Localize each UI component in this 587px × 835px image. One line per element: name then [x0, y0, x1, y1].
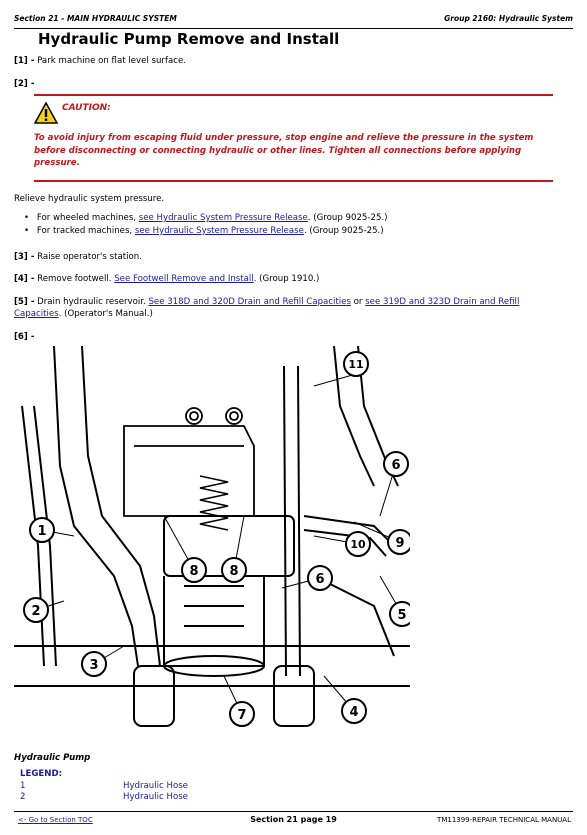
step-5: [14, 296, 567, 320]
callout-8-right: [222, 558, 246, 582]
callout-5: [390, 602, 410, 626]
section-toc-link[interactable]: <- Go to Section TOC: [18, 816, 93, 824]
step-1: [14, 55, 567, 67]
svg-text:10: 10: [350, 538, 366, 551]
legend-title: LEGEND:: [20, 769, 63, 779]
svg-text:6: 6: [315, 572, 325, 587]
step-after: . (Operator's Manual.): [58, 309, 153, 319]
step-after: . (Group 1910.): [253, 274, 320, 284]
legend-number: 2: [20, 792, 26, 802]
callout-1: [30, 518, 54, 542]
caution-label: CAUTION:: [62, 103, 111, 113]
step-or: or: [353, 297, 363, 307]
callout-4: [342, 699, 366, 723]
step-3: [14, 251, 567, 263]
callout-6-lower: [308, 566, 332, 590]
svg-text:2: 2: [31, 604, 41, 619]
bullet-text: For tracked machines,: [36, 226, 133, 236]
footwell-link[interactable]: See Footwell Remove and Install: [114, 274, 254, 284]
callout-3: [82, 652, 106, 676]
svg-text:8: 8: [229, 564, 239, 579]
svg-text:6: 6: [391, 458, 401, 473]
legend: [20, 769, 188, 804]
group-label: Group 2160: Hydraulic System: [444, 14, 573, 23]
callout-8-left: [182, 558, 206, 582]
caution-box: [34, 94, 553, 182]
legend-description: Hydraulic Hose: [123, 792, 188, 802]
callout-2: [24, 598, 48, 622]
pressure-release-link-wheeled[interactable]: see Hydraulic System Pressure Release: [138, 213, 308, 223]
callout-6-upper: [384, 452, 408, 476]
step-number: [1] -: [14, 56, 35, 66]
page-footer: [14, 811, 573, 826]
callout-11: [344, 352, 368, 376]
step-number: [5] -: [14, 297, 35, 307]
callout-9: [388, 530, 410, 554]
bullet-wheeled: [24, 212, 567, 225]
pressure-release-link-tracked[interactable]: see Hydraulic System Pressure Release: [134, 226, 304, 236]
legend-row: [20, 780, 188, 793]
step-text: Raise operator's station.: [37, 252, 142, 262]
drain-capacities-link-319d-cont[interactable]: Capacities: [14, 309, 59, 319]
svg-text:4: 4: [349, 705, 359, 720]
step-text: Remove footwell.: [37, 274, 112, 284]
step-number: [3] -: [14, 252, 35, 262]
step-number: [2] -: [14, 79, 35, 89]
svg-text:11: 11: [348, 358, 364, 371]
callout-10: [346, 532, 370, 556]
bullet-after: . (Group 9025-25.): [307, 213, 388, 223]
bullet-tracked: [24, 225, 567, 238]
svg-text:8: 8: [189, 564, 199, 579]
callout-7: [230, 702, 254, 726]
svg-text:9: 9: [395, 536, 405, 551]
drain-capacities-link-318d[interactable]: See 318D and 320D Drain and Refill Capacities: [148, 297, 351, 307]
bullet-text: For wheeled machines,: [36, 213, 137, 223]
bullet-after: . (Group 9025-25.): [303, 226, 384, 236]
drain-capacities-link-319d[interactable]: see 319D and 323D Drain and Refill: [365, 297, 520, 307]
svg-text:3: 3: [89, 658, 99, 673]
figure-caption: Hydraulic Pump: [14, 753, 91, 763]
hydraulic-pump-figure: [14, 346, 410, 742]
legend-row: [20, 792, 188, 804]
bullet-list: [24, 212, 567, 238]
caution-line: before disconnecting or connecting hydraulic or other lines. Tighten all connections before applying: [34, 145, 522, 156]
step-text: Park machine on flat level surface.: [37, 56, 186, 66]
step-2: [14, 78, 567, 90]
legend-description: Hydraulic Hose: [123, 780, 188, 791]
svg-text:1: 1: [37, 524, 47, 539]
page-header: [14, 10, 573, 29]
section-label: Section 21 - MAIN HYDRAULIC SYSTEM: [14, 14, 177, 23]
step-4: [14, 273, 567, 285]
legend-number: 1: [20, 780, 26, 791]
step-number: [4] -: [14, 274, 35, 284]
step-6: [14, 331, 567, 343]
step-number: [6] -: [14, 332, 35, 342]
manual-id: TM11399-REPAIR TECHNICAL MANUAL: [437, 816, 571, 824]
relieve-text: Relieve hydraulic system pressure.: [14, 194, 165, 204]
caution-text: [34, 132, 553, 170]
step-text: Drain hydraulic reservoir.: [37, 297, 146, 307]
page-number: Section 21 page 19: [250, 815, 337, 824]
warning-triangle-icon: [34, 102, 58, 124]
svg-text:5: 5: [397, 608, 407, 623]
page-title: Hydraulic Pump Remove and Install: [38, 30, 340, 48]
caution-line: To avoid injury from escaping fluid under pressure, stop engine and relieve the pressure in the system: [34, 133, 534, 143]
svg-text:7: 7: [237, 708, 247, 723]
caution-line: pressure.: [34, 158, 80, 168]
